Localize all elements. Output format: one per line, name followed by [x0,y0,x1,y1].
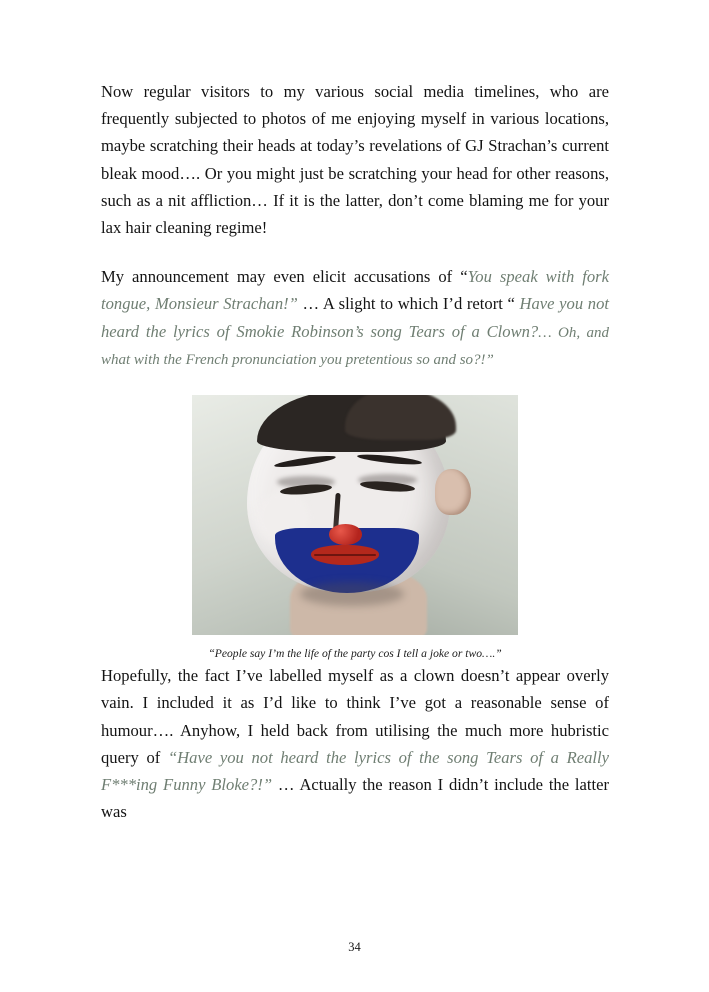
quote-you-speak-with-fork-tongue: You speak with fork tongue, Monsieur Strachan!” [101,267,610,314]
paragraph-2-lead: My announcement may even elicit accusations of “ [101,267,468,287]
quote-tears-of-a-clown: Have you not heard the lyrics of Smokie Robinson’s song Tears of a Clown? [101,294,609,341]
paragraph-2-mid: … A slight to which I’d retort “ [297,294,520,314]
photo-hair-fringe [345,395,456,441]
page-number: 34 [348,940,361,954]
figure-caption: “People say I’m the life of the party cos I tell a joke or two….” [208,646,502,660]
photo-chin-shadow [300,582,404,606]
paragraph-2 [101,263,609,373]
quote-tears-of-a-really-funny-bloke: “Have you not heard the lyrics of the song Tears of a Really F***ing Funny Bloke?!” [101,747,609,795]
figure-clown-photo [101,395,609,662]
paragraph-3 [101,662,609,825]
clown-photo-image [192,395,518,635]
photo-ear [435,469,471,515]
photo-lip-line [314,554,376,556]
photo-red-nose [329,524,362,544]
page-content [101,78,609,825]
paragraph-3-tail: … Actually the reason I didn’t include the latter was [101,775,610,822]
photo-canvas [192,395,518,635]
paragraph-3-lead: Hopefully, the fact I’ve labelled myself as a clown doesn’t appear overly vain. I included it as I’d like to think I’ve got a reasonable sense of humour…. Anyhow, I held back from utilising the much more hubristic query of [101,666,609,767]
paragraph-1: Now regular visitors to my various social media timelines, who are frequently subjected to photos of me enjoying myself in various locations, maybe scratching their heads at today’s revelations of GJ Strachan’s current bleak mood…. Or you might just be scratching your head for other reasons, such as a nit affliction… If it is the latter, don’t come blaming me for your lax hair cleaning regime! [101,82,609,238]
quote-french-pronunciation: … Oh, and what with the French pronunciation you pretentious so and so?!” [101,324,609,369]
